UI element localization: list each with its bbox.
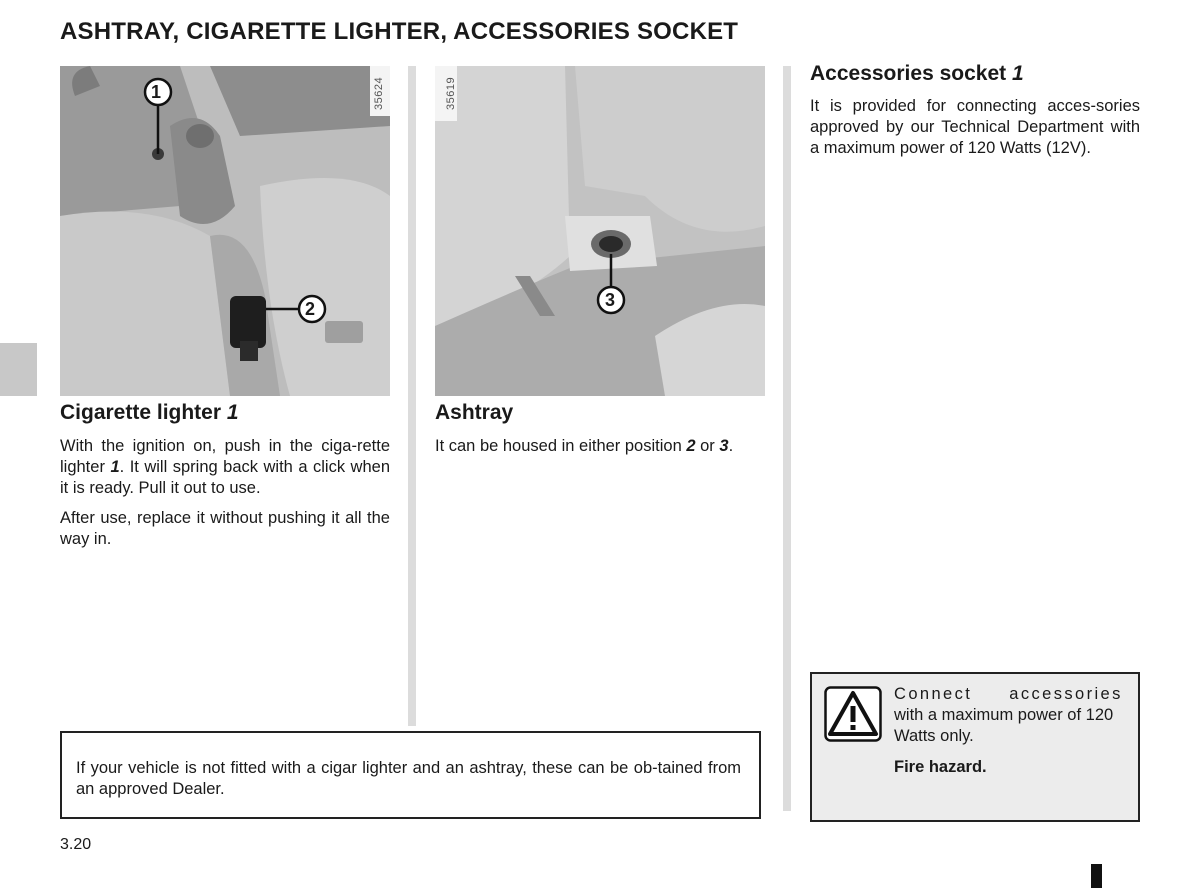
cigarette-lighter-section [60,401,390,550]
accessories-socket-section [810,62,1140,159]
ashtray-section [435,401,765,457]
photo-reference: 35624 [373,76,385,110]
warning-line: with a maximum power of 120 Watts only. [894,706,1114,745]
warning-hazard: Fire hazard. [894,758,987,776]
page-number: 3.20 [60,836,92,853]
warning-line: Connect accessories [894,685,1123,703]
chapter-tab [0,343,37,396]
section-heading: Accessories socket 1 [810,62,1024,85]
warning-triangle-icon [824,686,882,742]
callout-2: 2 [305,299,316,319]
paragraph: After use, replace it without pushing it all the way in. [60,509,390,548]
page-marker [1091,864,1102,888]
column-divider [408,66,416,726]
warning-box [810,672,1140,822]
cigarette-lighter-photo [60,66,390,396]
column-divider [783,66,791,811]
warning-text [894,684,1128,778]
callout-3: 3 [605,290,616,310]
note-box [60,731,761,819]
photo-reference: 35619 [445,76,457,110]
paragraph: It can be housed in either position 2 or 3. [435,437,734,455]
ashtray-photo [435,66,765,396]
paragraph: With the ignition on, push in the ciga-rette lighter 1. It will spring back with a click when it is ready. Pull it out to use. [60,437,390,497]
page-title: ASHTRAY, CIGARETTE LIGHTER, ACCESSORIES SOCKET [60,18,739,45]
note-text: If your vehicle is not fitted with a cigar lighter and an ashtray, these can be ob-tained from an approved Dealer. [76,759,741,798]
callout-1: 1 [151,82,162,102]
section-heading: Cigarette lighter 1 [60,401,239,424]
paragraph: It is provided for connecting acces-sories approved by our Technical Department with a maximum power of 120 Watts (12V). [810,97,1140,157]
section-heading: Ashtray [435,401,514,424]
